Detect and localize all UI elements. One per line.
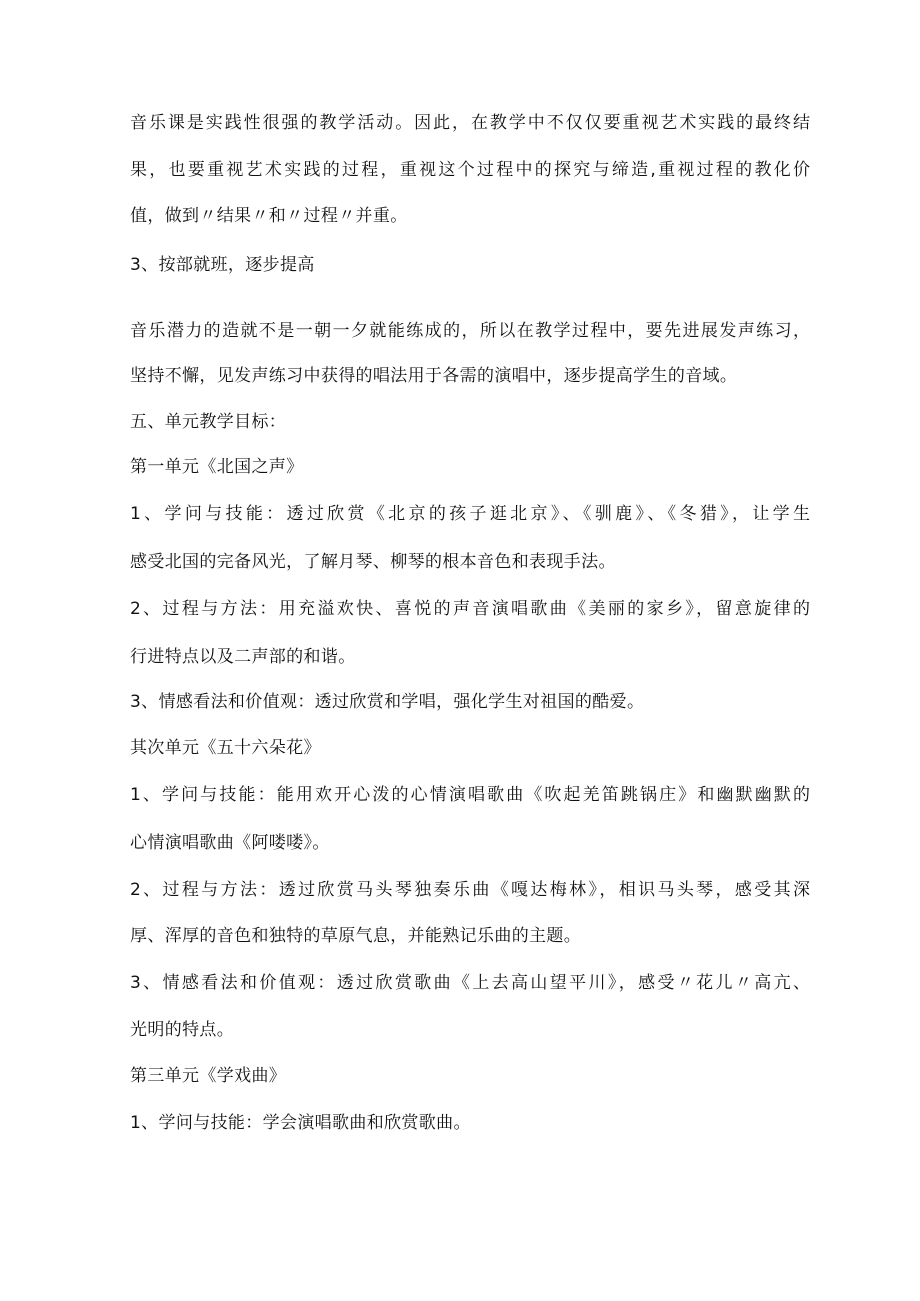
list-item: 3、按部就班，逐步提高 [130,255,315,275]
section-heading: 五、单元教学目标： [130,412,287,432]
list-item-continuation: 光明的特点。 [130,1020,235,1040]
unit-heading: 第三单元《学戏曲》 [130,1066,287,1086]
list-item-continuation: 心情演唱歌曲《阿喽喽》。 [130,833,330,853]
list-item: 1、学问与技能：透过欣赏《北京的孩子逛北京》、《驯鹿》、《冬猎》，让学生 [130,504,810,524]
unit-heading: 其次单元《五十六朵花》 [130,738,321,758]
list-item: 2、过程与方法：透过欣赏马头琴独奏乐曲《嘎达梅林》，相识马头琴，感受其深 [130,880,810,900]
paragraph-line: 值，做到〃结果〃和〃过程〃并重。 [130,206,408,226]
paragraph-line: 果，也要重视艺术实践的过程，重视这个过程中的探究与缔造,重视过程的教化价 [130,160,810,180]
paragraph-line: 音乐潜力的造就不是一朝一夕就能练成的，所以在教学过程中，要先进展发声练习， [130,321,810,341]
list-item-continuation: 感受北国的完备风光，了解月琴、柳琴的根本音色和表现手法。 [130,552,616,572]
paragraph-line: 坚持不懈，见发声练习中获得的唱法用于各需的演唱中，逐步提高学生的音域。 [130,366,738,386]
list-item-continuation: 厚、浑厚的音色和独特的草原气息，并能熟记乐曲的主题。 [130,926,582,946]
list-item: 1、学问与技能：能用欢开心泼的心情演唱歌曲《吹起羌笛跳锅庄》和幽默幽默的 [130,785,810,805]
list-item-continuation: 行进特点以及二声部的和谐。 [130,647,356,667]
list-item: 3、情感看法和价值观：透过欣赏和学唱，强化学生对祖国的酷爱。 [130,692,645,712]
paragraph-line: 音乐课是实践性很强的教学活动。因此，在教学中不仅仅要重视艺术实践的最终结 [130,113,810,133]
unit-heading: 第一单元《北国之声》 [130,457,304,477]
list-item: 3、情感看法和价值观：透过欣赏歌曲《上去高山望平川》，感受〃花儿〃高亢、 [130,973,810,993]
list-item: 2、过程与方法：用充溢欢快、喜悦的声音演唱歌曲《美丽的家乡》，留意旋律的 [130,599,810,619]
list-item: 1、学问与技能：学会演唱歌曲和欣赏歌曲。 [130,1113,471,1133]
